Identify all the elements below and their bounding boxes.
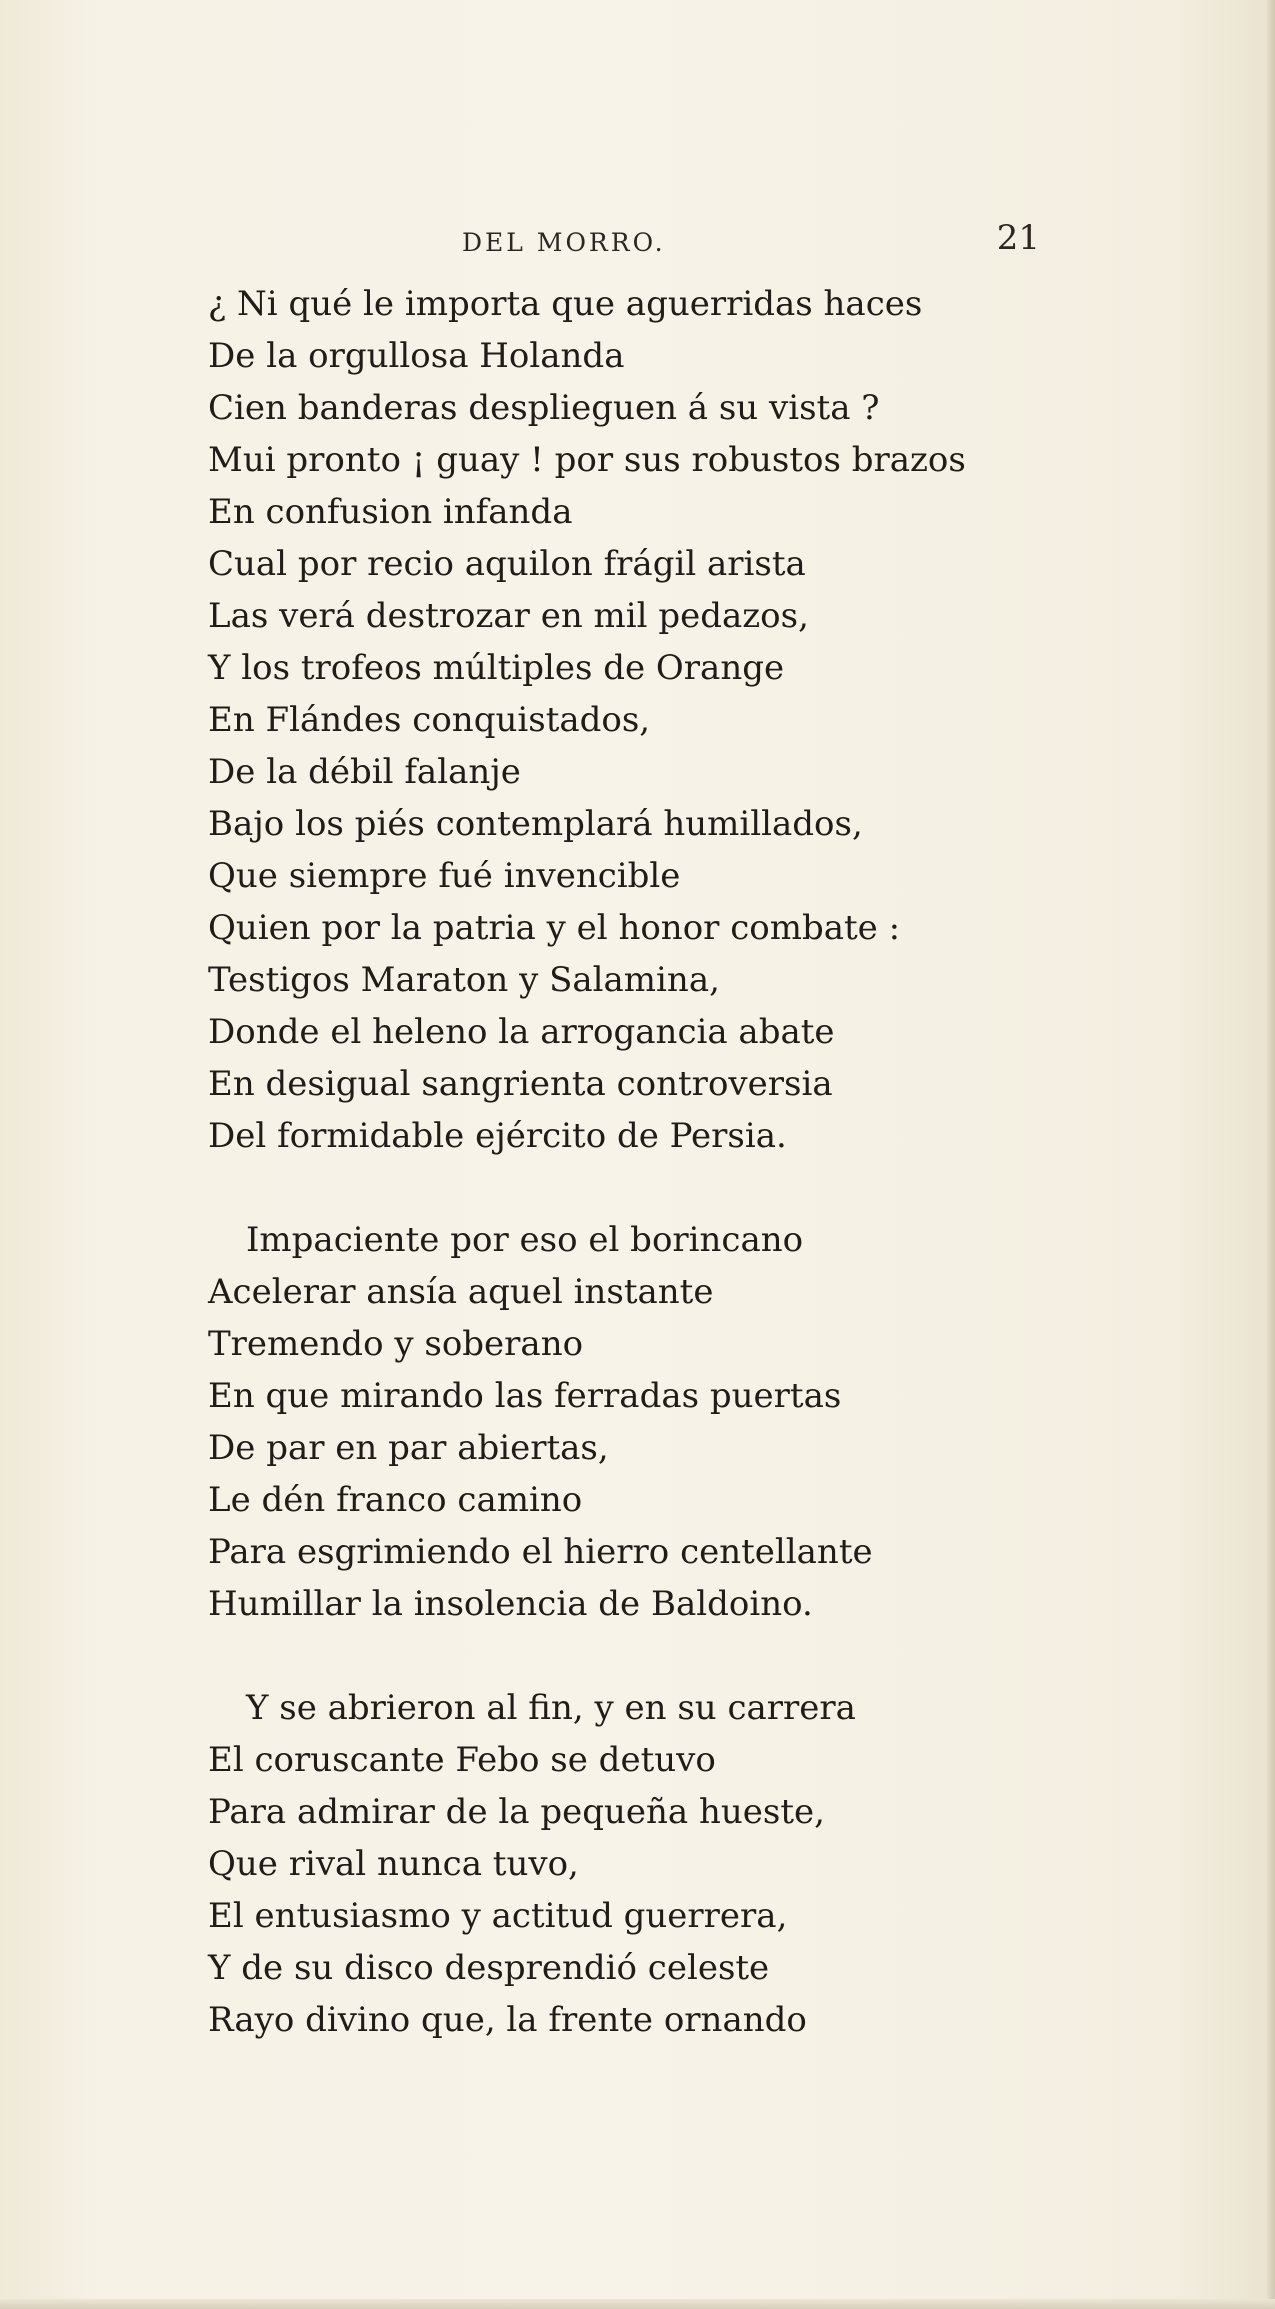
verse-line: En que mirando las ferradas puertas (208, 1376, 842, 1416)
verse-line: Bajo los piés contemplará humillados, (208, 804, 863, 844)
stanza-1 (208, 278, 1068, 1162)
verse-line: Testigos Maraton y Salamina, (208, 960, 720, 1000)
running-head: DEL MORRO. (462, 228, 666, 257)
verse-line: El coruscante Febo se detuvo (208, 1740, 716, 1780)
poem-text (208, 278, 1068, 2046)
stanza-3 (208, 1682, 1068, 2046)
verse-line: Cien banderas desplieguen á su vista ? (208, 388, 880, 428)
page-number: 21 (996, 218, 1040, 258)
verse-line: Le dén franco camino (208, 1480, 583, 1520)
verse-line: Quien por la patria y el honor combate : (208, 908, 901, 948)
verse-line: De la débil falanje (208, 752, 521, 792)
verse-line: De la orgullosa Holanda (208, 336, 625, 376)
verse-line: Impaciente por eso el borincano (246, 1220, 804, 1260)
verse-line: Para esgrimiendo el hierro centellante (208, 1532, 873, 1572)
verse-line: Donde el heleno la arrogancia abate (208, 1012, 835, 1052)
page-edge-shadow (1267, 0, 1275, 2309)
verse-line: Cual por recio aquilon frágil arista (208, 544, 806, 584)
verse-line: Las verá destrozar en mil pedazos, (208, 596, 809, 636)
verse-line: Que siempre fué invencible (208, 856, 681, 896)
stanza-2 (208, 1214, 1068, 1630)
page-bottom-edge (0, 2299, 1275, 2309)
verse-line: Tremendo y soberano (208, 1324, 584, 1364)
verse-line: Que rival nunca tuvo, (208, 1844, 579, 1884)
verse-line: En desigual sangrienta controversia (208, 1064, 833, 1104)
verse-line: Para admirar de la pequeña hueste, (208, 1792, 825, 1832)
verse-line: Rayo divino que, la frente ornando (208, 2000, 807, 2040)
verse-line: Del formidable ejército de Persia. (208, 1116, 787, 1156)
verse-line: De par en par abiertas, (208, 1428, 609, 1468)
verse-line: Y de su disco desprendió celeste (208, 1948, 770, 1988)
verse-line: Y los trofeos múltiples de Orange (208, 648, 785, 688)
verse-line: Mui pronto ¡ guay ! por sus robustos brazos (208, 440, 966, 480)
verse-line: El entusiasmo y actitud guerrera, (208, 1896, 788, 1936)
verse-line: En confusion infanda (208, 492, 573, 532)
page-header (200, 218, 1070, 268)
verse-line: Acelerar ansía aquel instante (208, 1272, 714, 1312)
verse-line: Y se abrieron al fin, y en su carrera (246, 1688, 856, 1728)
verse-line: En Flándes conquistados, (208, 700, 651, 740)
verse-line: Humillar la insolencia de Baldoino. (208, 1584, 813, 1624)
verse-line: ¿ Ni qué le importa que aguerridas haces (208, 284, 923, 324)
